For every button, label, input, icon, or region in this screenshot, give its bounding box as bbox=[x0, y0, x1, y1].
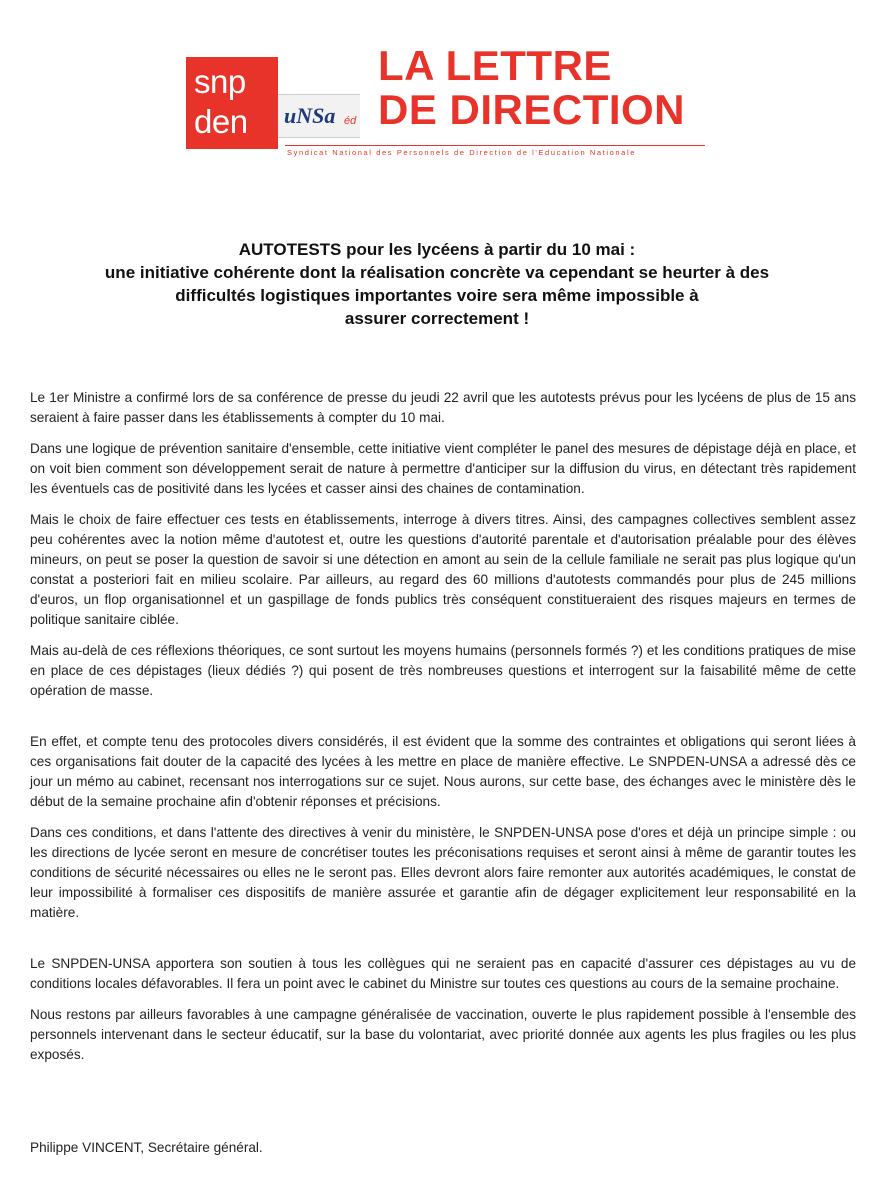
publication-title bbox=[378, 44, 685, 132]
paragraph-4: Mais au-delà de ces réflexions théoriques, ce sont surtout les moyens humains (personnels formés ?) et les conditions pratiques de mise en place de ces dépistages (lieux dédiés ?) qui posent de très nombreuses questions et interrogent sur la faisabilité même de cette opération de masse. bbox=[30, 643, 856, 698]
paragraph-1: Le 1er Ministre a confirmé lors de sa conférence de presse du jeudi 22 avril que les autotests prévus pour les lycéens de plus de 15 ans seraient à faire passer dans les établissements à compter du 10 mai. bbox=[30, 390, 856, 425]
article-headline bbox=[40, 238, 834, 330]
letterhead bbox=[0, 0, 874, 170]
logo-snp-text: snp bbox=[194, 63, 246, 100]
article-body bbox=[30, 388, 856, 1065]
unsa-logo-text: uNSa bbox=[284, 103, 336, 128]
union-tagline: Syndicat National des Personnels de Direction de l'Education Nationale bbox=[287, 148, 636, 157]
headline-line-1: AUTOTESTS pour les lycéens à partir du 10 mai : bbox=[238, 240, 636, 259]
paragraph-6: Dans ces conditions, et dans l'attente des directives à venir du ministère, le SNPDEN-UNSA pose d'ores et déjà un principe simple : ou les directions de lycée seront en mesure de concrétiser toutes les préconisations requises et seront ainsi à même de garantir toutes les conditions de sécurité nécessaires ou elles ne le seront pas. Elles devront alors faire remonter aux autorités académiques, le constat de leur impossibilité à formaliser ces dispositifs de manière assurée et garantie afin de dégager explicitement leur responsabilité en la matière. bbox=[30, 825, 856, 920]
paragraph-5: En effet, et compte tenu des protocoles divers considérés, il est évident que la somme des contraintes et obligations qui seront liées à ces organisations fait douter de la capacité des lycées à les mettre en place de manière effective. Le SNPDEN-UNSA a adressé dès ce jour un mémo au cabinet, recensant nos interrogations sur ce sujet. Nous aurons, sur cette base, des échanges avec le ministère dès le début de la semaine prochaine afin d'obtenir réponses et précisions. bbox=[30, 734, 856, 809]
logo-den-text: den bbox=[194, 103, 248, 140]
headline-line-3: difficultés logistiques importantes voire sera même impossible à bbox=[175, 286, 699, 305]
snpden-logo bbox=[186, 57, 278, 149]
header-divider bbox=[285, 145, 705, 146]
signature: Philippe VINCENT, Secrétaire général. bbox=[30, 1140, 263, 1155]
unsa-logo bbox=[278, 94, 360, 138]
headline-line-2: une initiative cohérente dont la réalisation concrète va cependant se heurter à des bbox=[104, 263, 770, 282]
paragraph-2: Dans une logique de prévention sanitaire d'ensemble, cette initiative vient compléter le panel des mesures de dépistage déjà en place, et on voit bien comment son développement serait de nature à permettre d'anticiper sur la diffusion du virus, en détectant très rapidement les éventuels cas de positivité dans les lycées et casser ainsi des chaines de contamination. bbox=[30, 441, 856, 496]
paragraph-8: Nous restons par ailleurs favorables à une campagne généralisée de vaccination, ouverte le plus rapidement possible à l'ensemble des personnels intervenant dans le secteur éducatif, sur la base du volontariat, avec priorité donnée aux agents les plus fragiles ou les plus exposés. bbox=[30, 1007, 856, 1062]
headline-line-4: assurer correctement ! bbox=[344, 309, 530, 328]
unsa-logo-suffix: éd bbox=[344, 115, 357, 127]
publication-title-line1: LA LETTRE bbox=[378, 42, 612, 89]
paragraph-7: Le SNPDEN-UNSA apportera son soutien à tous les collègues qui ne seraient pas en capacité d'assurer ces dépistages au vu de conditions locales défavorables. Il fera un point avec le cabinet du Ministre sur toutes ces questions au cours de la semaine prochaine. bbox=[30, 956, 856, 991]
paragraph-3: Mais le choix de faire effectuer ces tests en établissements, interroge à divers titres. Ainsi, des campagnes collectives semblent assez peu cohérentes avec la notion même d'autotest et, outre les questions d'autorité parentale et d'autorisation préalable pour des élèves mineurs, on peut se poser la question de savoir si une détection en amont au sein de la cellule familiale ne serait pas plus logique qu'un constat a posteriori fait en milieu scolaire. Par ailleurs, au regard des 60 millions d'autotests commandés pour plus de 245 millions d'euros, un flop organisationnel et un gaspillage de fonds publics très conséquent constitueraient des risques majeurs en termes de politique sanitaire ciblée. bbox=[30, 512, 856, 627]
publication-title-line2: DE DIRECTION bbox=[378, 86, 686, 133]
